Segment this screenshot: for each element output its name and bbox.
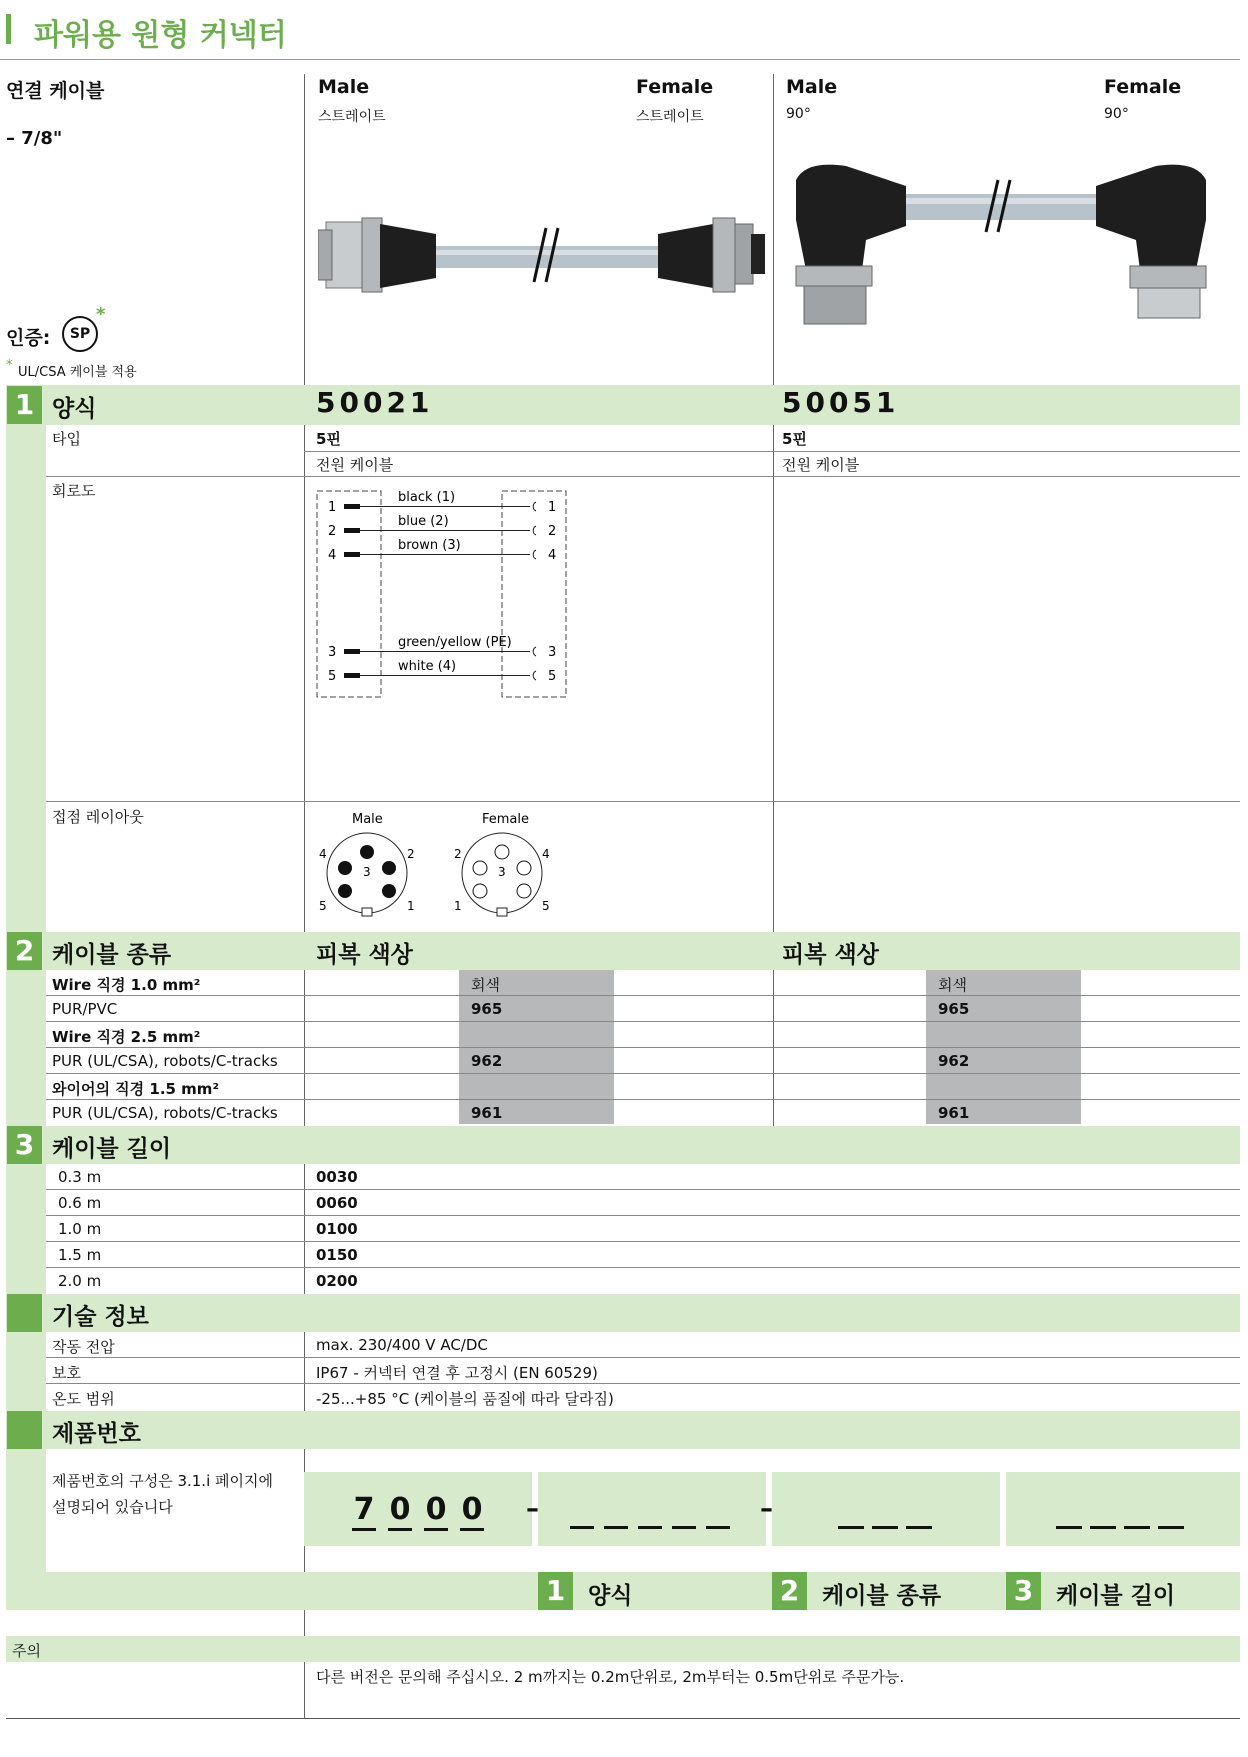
divider	[46, 801, 1240, 802]
header-left-sub: – 7/8"	[6, 128, 63, 149]
female-contact-label: Female	[482, 812, 530, 827]
power-value-2: 전원 케이블	[782, 456, 860, 474]
contact-layout-diagram	[312, 806, 572, 926]
section3-title: 케이블 길이	[52, 1136, 172, 1162]
right-pin: 3	[548, 645, 557, 660]
blank-3	[1090, 1526, 1116, 1529]
cert-label: 인증:	[6, 327, 51, 349]
type-label: 타입	[52, 430, 81, 448]
blank-1	[604, 1526, 628, 1529]
grey-header-2: 회색	[938, 976, 967, 994]
right-pin: 5	[548, 669, 557, 684]
col2-female-sub: 90°	[1104, 106, 1129, 122]
right-pin: 4	[548, 548, 557, 563]
notes-label: 주의	[12, 1642, 41, 1660]
length-label: 0.3 m	[58, 1168, 102, 1186]
length-code: 0060	[316, 1194, 358, 1212]
jacket-color-2: 피복 색상	[782, 942, 879, 968]
cable-row-label: PUR (UL/CSA), robots/C-tracks	[52, 1052, 278, 1070]
blank-1	[672, 1526, 696, 1529]
wire-label: white (4)	[398, 659, 457, 674]
tech-row-label: 온도 범위	[52, 1390, 115, 1408]
tech-row-value: IP67 - 커넥터 연결 후 고정시 (EN 60529)	[316, 1364, 598, 1382]
male-contact-label: Male	[352, 812, 383, 827]
divider	[46, 476, 1240, 477]
wire-label: blue (2)	[398, 514, 449, 529]
blank-2	[838, 1526, 864, 1529]
length-code: 0100	[316, 1220, 358, 1238]
male-pin-num: 3	[363, 865, 371, 879]
col1-female-sub: 스트레이트	[636, 109, 704, 125]
divider	[46, 1357, 1240, 1358]
male-pin-num: 2	[407, 847, 415, 861]
legend-number: 1	[538, 1572, 573, 1610]
right-pin: 1	[548, 500, 557, 515]
male-pin-dot	[382, 884, 396, 898]
order-separator: –	[760, 1494, 773, 1524]
order-digit: 0	[460, 1492, 484, 1531]
tech-row-value: max. 230/400 V AC/DC	[316, 1336, 488, 1354]
col1-female-label: Female	[636, 76, 714, 98]
order-header-accent	[7, 1411, 42, 1449]
order-digit: 0	[424, 1492, 448, 1531]
legend-number: 2	[772, 1572, 807, 1610]
col1-male-label: Male	[318, 76, 370, 98]
order-note-line2: 설명되어 있습니다	[52, 1498, 173, 1516]
blank-3	[1124, 1526, 1150, 1529]
female-pin-num: 2	[454, 847, 462, 861]
wire-label: brown (3)	[398, 538, 461, 553]
divider	[46, 1241, 1240, 1242]
bottom-divider	[6, 1718, 1240, 1719]
order-separator: –	[526, 1494, 539, 1524]
order-box-3	[1006, 1472, 1240, 1546]
blank-1	[570, 1526, 594, 1529]
cable-code: 962	[471, 1052, 503, 1070]
divider	[46, 1047, 1240, 1048]
order-digit: 0	[388, 1492, 412, 1531]
cable-row-label: PUR (UL/CSA), robots/C-tracks	[52, 1104, 278, 1122]
female-pin-dot	[473, 861, 487, 875]
order-title: 제품번호	[52, 1421, 141, 1447]
tech-row-value: -25...+85 °C (케이블의 품질에 따라 달라짐)	[316, 1390, 614, 1408]
male-pin-dot	[360, 845, 374, 859]
left-pin: 2	[328, 524, 337, 539]
order-header	[6, 1411, 1240, 1449]
length-label: 1.5 m	[58, 1246, 102, 1264]
header-left-title: 연결 케이블	[6, 80, 105, 102]
order-note-line1: 제품번호의 구성은 3.1.i 페이지에	[52, 1472, 273, 1490]
straight-cable-image	[318, 200, 768, 310]
left-pin: 5	[328, 669, 337, 684]
blank-3	[1056, 1526, 1082, 1529]
length-label: 1.0 m	[58, 1220, 102, 1238]
col2-male-label: Male	[786, 76, 838, 98]
circuit-diagram	[312, 486, 582, 706]
length-code: 0200	[316, 1272, 358, 1290]
order-box-1	[538, 1472, 766, 1546]
divider	[46, 995, 1240, 996]
divider	[46, 1215, 1240, 1216]
right-pin: 2	[548, 524, 557, 539]
type-value-1: 5핀	[316, 430, 341, 448]
divider	[46, 1073, 1240, 1074]
left-pin: 1	[328, 500, 337, 515]
divider	[46, 1267, 1240, 1268]
page-title: 파워용 원형 커넥터	[34, 18, 287, 53]
cert-note: UL/CSA 케이블 적용	[18, 365, 137, 380]
cable-row-label: PUR/PVC	[52, 1000, 118, 1018]
female-pin-num: 4	[542, 847, 550, 861]
col2-male-sub: 90°	[786, 106, 811, 122]
grey-header-1: 회색	[471, 976, 500, 994]
section1-header	[6, 385, 1240, 425]
cable-row-label: Wire 직경 2.5 mm²	[52, 1028, 201, 1046]
female-pin-dot	[517, 884, 531, 898]
divider	[46, 1383, 1240, 1384]
col1-male-sub: 스트레이트	[318, 109, 386, 125]
left-pin: 3	[328, 645, 337, 660]
length-code: 0150	[316, 1246, 358, 1264]
section3-number: 3	[7, 1126, 42, 1164]
legend-number: 3	[1006, 1572, 1041, 1610]
cable-code: 961	[471, 1104, 503, 1122]
legend-label: 양식	[588, 1583, 633, 1609]
contact-layout-label: 접점 레이아웃	[52, 808, 144, 826]
csa-logo: SP	[62, 316, 98, 352]
tech-row-label: 작동 전압	[52, 1338, 115, 1356]
power-value-1: 전원 케이블	[316, 456, 394, 474]
order-box-prefix	[304, 1472, 532, 1546]
cable-code: 961	[938, 1104, 970, 1122]
cert-star: *	[96, 304, 106, 325]
cert-note-star: *	[6, 358, 13, 373]
tech-row-label: 보호	[52, 1364, 81, 1382]
left-pin: 4	[328, 548, 337, 563]
male-pin-num: 4	[319, 847, 327, 861]
length-code: 0030	[316, 1168, 358, 1186]
col2-female-label: Female	[1104, 76, 1182, 98]
tech-header	[6, 1294, 1240, 1332]
length-label: 0.6 m	[58, 1194, 102, 1212]
legend-label: 케이블 종류	[822, 1583, 942, 1609]
divider	[46, 1021, 1240, 1022]
section2-number: 2	[7, 932, 42, 970]
notes-text: 다른 버전은 문의해 주십시오. 2 m까지는 0.2m단위로, 2m부터는 0.5m단위로 주문가능.	[316, 1668, 905, 1686]
tech-header-accent	[7, 1294, 42, 1332]
female-pin-dot	[473, 884, 487, 898]
notes-header	[6, 1636, 1240, 1662]
male-pin-dot	[338, 861, 352, 875]
male-pin-num: 1	[407, 899, 415, 913]
title-bar-accent	[6, 14, 11, 44]
angled-cable-image	[786, 160, 1216, 340]
cable-code: 962	[938, 1052, 970, 1070]
order-box-2	[772, 1472, 1000, 1546]
cable-code: 965	[471, 1000, 503, 1018]
cable-code: 965	[938, 1000, 970, 1018]
section2-title: 케이블 종류	[52, 942, 172, 968]
title-divider	[0, 59, 1240, 60]
section1-title: 양식	[52, 396, 97, 422]
section2-header	[6, 932, 1240, 970]
male-pin-dot	[382, 861, 396, 875]
wire-label: black (1)	[398, 490, 456, 505]
circuit-label: 회로도	[52, 482, 96, 500]
divider	[46, 1099, 1240, 1100]
female-pin-num: 1	[454, 899, 462, 913]
female-pin-num: 5	[542, 899, 550, 913]
wire-label: green/yellow (PE)	[398, 635, 512, 650]
type-value-2: 5핀	[782, 430, 807, 448]
cable-row-label: Wire 직경 1.0 mm²	[52, 976, 201, 994]
divider	[304, 451, 1240, 452]
part-number-1: 50021	[316, 386, 434, 419]
female-pin-dot	[495, 845, 509, 859]
male-pin-dot	[338, 884, 352, 898]
section1-number: 1	[7, 386, 42, 424]
female-pin-num: 3	[498, 865, 506, 879]
divider	[46, 1189, 1240, 1190]
blank-2	[906, 1526, 932, 1529]
length-label: 2.0 m	[58, 1272, 102, 1290]
cable-row-label: 와이어의 직경 1.5 mm²	[52, 1080, 220, 1098]
blank-2	[872, 1526, 898, 1529]
order-digit: 7	[352, 1492, 376, 1531]
jacket-color-1: 피복 색상	[316, 942, 413, 968]
legend-label: 케이블 길이	[1056, 1583, 1176, 1609]
blank-1	[706, 1526, 730, 1529]
blank-1	[638, 1526, 662, 1529]
blank-3	[1158, 1526, 1184, 1529]
part-number-2: 50051	[782, 386, 900, 419]
section3-header	[6, 1126, 1240, 1164]
female-pin-dot	[517, 861, 531, 875]
male-pin-num: 5	[319, 899, 327, 913]
tech-title: 기술 정보	[52, 1304, 149, 1330]
